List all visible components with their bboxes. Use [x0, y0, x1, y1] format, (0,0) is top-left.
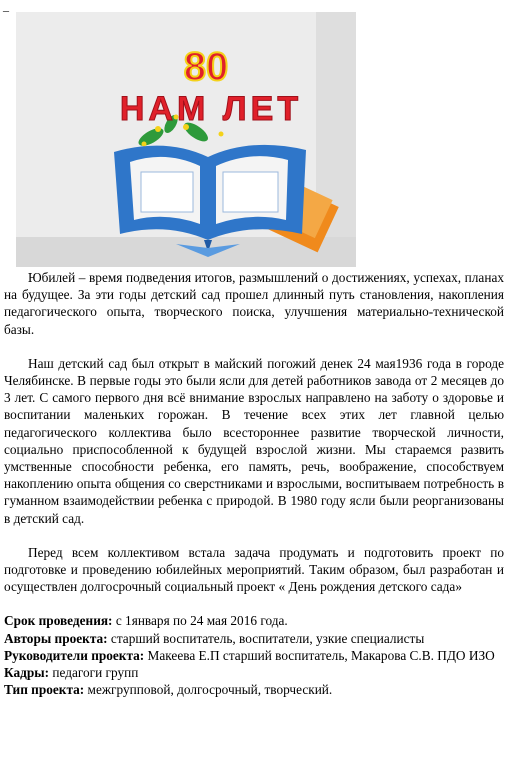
- project-authors-label: Авторы проекта:: [4, 630, 108, 646]
- project-dates: [4, 612, 504, 629]
- project-staff: [4, 664, 504, 681]
- project-dates-label: Срок проведения:: [4, 613, 113, 629]
- banner-number: 80: [183, 45, 229, 89]
- project-authors: [4, 630, 504, 647]
- project-authors-value: старший воспитатель, воспитатели, узкие специалисты: [107, 630, 425, 646]
- corner-mark: _: [3, 0, 9, 13]
- project-dates-value: с 1января по 24 мая 2016 года.: [112, 613, 288, 629]
- project-staff-label: Кадры:: [4, 665, 50, 681]
- project-leaders-label: Руководители проекта:: [4, 647, 145, 663]
- project-leaders: [4, 647, 504, 664]
- anniversary-wall-decoration: [16, 12, 356, 267]
- article-text: [4, 269, 504, 698]
- paragraph-history: Наш детский сад был открыт в майский погожий денек 24 мая1936 года в городе Челябинске. В первые годы это были ясли для детей работников завода от 2 месяцев до 3 лет. С самого первого дня всё внимание взрослых направлено на заботу о здоровье и воспитании маленьких горожан. В течение всех этих лет главной целью педагогического коллектива было всестороннее развитие творческой личности, социально приспособленной к будущей взрослой жизни. Мы стараемся развить умственные способности ребенка, его память, речь, воображение, способствуем накоплению опыта общения со сверстниками и взрослыми, воспитываем потребность в гуманном взаимодействии ребенка с природой. В 1980 году ясли были реорганизованы в детский сад.: [4, 355, 504, 526]
- anniversary-photo: [16, 12, 356, 267]
- project-leaders-value: Макеева Е.П старший воспитатель, Макарова С.В. ПДО ИЗО: [144, 647, 495, 663]
- project-staff-value: педагоги групп: [49, 665, 139, 681]
- project-type-value: межгрупповой, долгосрочный, творческий.: [84, 682, 333, 698]
- paragraph-intro: Юбилей – время подведения итогов, размышлений о достижениях, успехах, планах на будущее. За эти годы детский сад прошел длинный путь становления, накопления педагогического опыта, творческого поиска, улучшения материально-технической базы.: [4, 270, 504, 337]
- project-type-label: Тип проекта:: [4, 682, 85, 698]
- banner-words: НАМ ЛЕТ: [119, 90, 303, 128]
- paragraph-project: Перед всем коллективом встала задача продумать и подготовить проект по подготовке и проведению юбилейных мероприятий. Таким образом, был разработан и осуществлен долгосрочный социальный проект « День рождения детского сада»: [4, 544, 504, 595]
- project-type: [4, 681, 504, 698]
